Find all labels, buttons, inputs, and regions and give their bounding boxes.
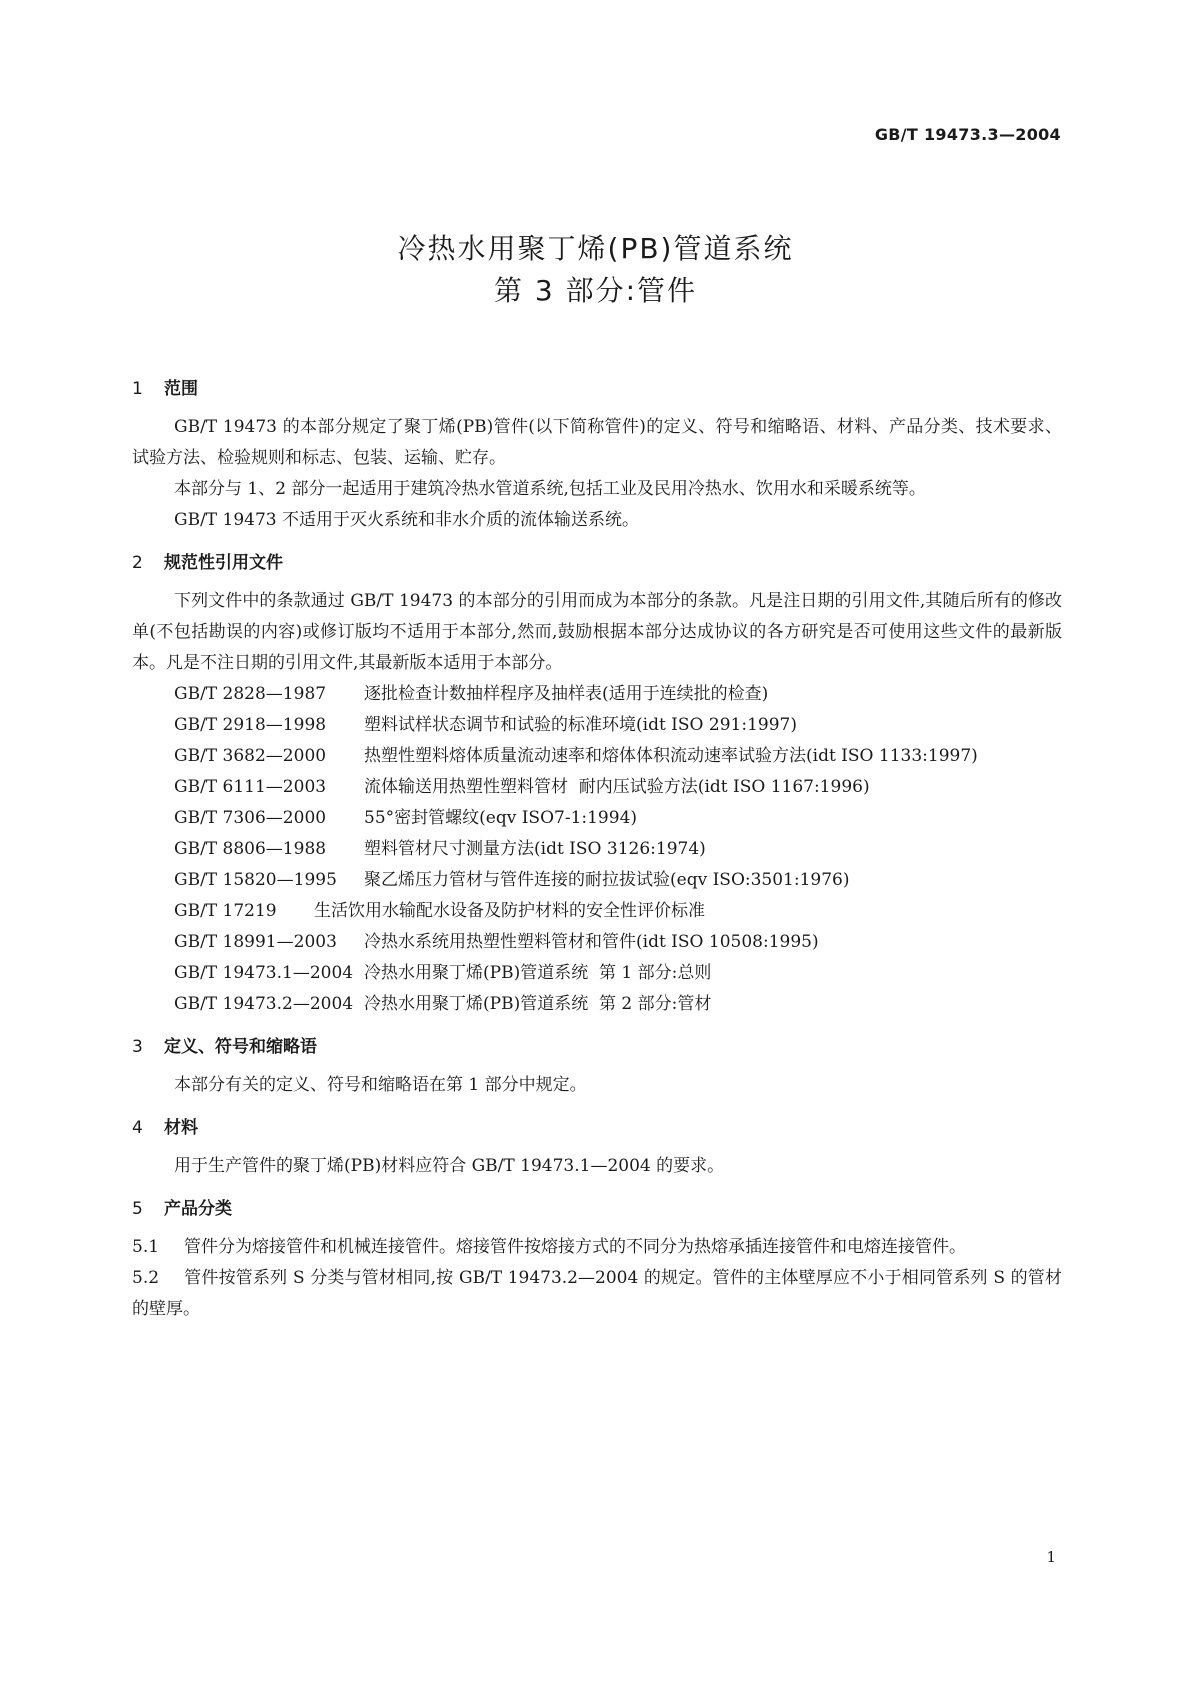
reference-title: 冷热水用聚丁烯(PB)管道系统 第 2 部分:管材 (364, 994, 712, 1014)
section-heading-normative-references (132, 548, 1062, 578)
reference-code: GB/T 17219 (174, 901, 277, 921)
reference-item (132, 865, 1062, 896)
title-line-1: 冷热水用聚丁烯(PB)管道系统 (397, 232, 794, 265)
reference-item (132, 834, 1062, 865)
title-line-2: 第 3 部分:管件 (493, 274, 698, 307)
reference-title: 55°密封管螺纹(eqv ISO7-1:1994) (364, 808, 638, 828)
reference-title: 生活饮用水输配水设备及防护材料的安全性评价标准 (314, 901, 705, 921)
paragraph: GB/T 19473 的本部分规定了聚丁烯(PB)管件(以下简称管件)的定义、符号和缩略语、材料、产品分类、技术要求、试验方法、检验规则和标志、包装、运输、贮存。 (132, 417, 1062, 468)
reference-code: GB/T 19473.1—2004 (174, 963, 354, 983)
reference-item (132, 989, 1062, 1020)
paragraph: GB/T 19473 不适用于灭火系统和非水介质的流体输送系统。 (174, 510, 640, 530)
paragraph: 本部分有关的定义、符号和缩略语在第 1 部分中规定。 (174, 1075, 587, 1095)
clause-number: 5.2 (132, 1268, 160, 1288)
reference-title: 流体输送用热塑性塑料管材 耐内压试验方法(idt ISO 1167:1996) (364, 777, 870, 797)
reference-title: 聚乙烯压力管材与管件连接的耐拉拔试验(eqv ISO:3501:1976) (364, 870, 850, 890)
section-heading-definitions (132, 1032, 1062, 1062)
reference-item (132, 710, 1062, 741)
reference-item (132, 803, 1062, 834)
reference-item (132, 958, 1062, 989)
section-heading-classification (132, 1194, 1062, 1224)
section-number: 4 (132, 1118, 143, 1138)
section-heading-scope (132, 374, 1062, 404)
document-body (132, 374, 1062, 1325)
section-number: 3 (132, 1037, 143, 1057)
section-title: 范围 (164, 379, 198, 399)
reference-title: 塑料管材尺寸测量方法(idt ISO 3126:1974) (364, 839, 706, 859)
paragraph: 用于生产管件的聚丁烯(PB)材料应符合 GB/T 19473.1—2004 的要求。 (174, 1156, 725, 1176)
reference-title: 塑料试样状态调节和试验的标准环境(idt ISO 291:1997) (364, 715, 797, 735)
clause (132, 1232, 1062, 1263)
paragraph: 本部分与 1、2 部分一起适用于建筑冷热水管道系统,包括工业及民用冷热水、饮用水和采暖系统等。 (174, 479, 926, 499)
clause (132, 1263, 1062, 1325)
reference-title: 逐批检查计数抽样程序及抽样表(适用于连续批的检查) (364, 684, 769, 704)
reference-title: 冷热水用聚丁烯(PB)管道系统 第 1 部分:总则 (364, 963, 712, 983)
reference-item (132, 927, 1062, 958)
reference-title: 热塑性塑料熔体质量流动速率和熔体体积流动速率试验方法(idt ISO 1133:1997) (364, 746, 978, 766)
section-title: 材料 (164, 1118, 198, 1138)
clause-text: 管件分为熔接管件和机械连接管件。熔接管件按熔接方式的不同分为热熔承插连接管件和电熔连接管件。 (184, 1237, 966, 1257)
section-number: 1 (132, 379, 143, 399)
reference-code: GB/T 19473.2—2004 (174, 994, 354, 1014)
document-title (0, 228, 1191, 312)
reference-code: GB/T 8806—1988 (174, 839, 327, 859)
reference-code: GB/T 3682—2000 (174, 746, 327, 766)
section-number: 2 (132, 553, 143, 573)
section-title: 产品分类 (164, 1199, 232, 1219)
reference-item (132, 679, 1062, 710)
reference-code: GB/T 7306—2000 (174, 808, 327, 828)
reference-code: GB/T 18991—2003 (174, 932, 337, 952)
clause-text: 管件按管系列 S 分类与管材相同,按 GB/T 19473.2—2004 的规定。管件的主体壁厚应不小于相同管系列 S 的管材的壁厚。 (132, 1268, 1062, 1319)
section-number: 5 (132, 1199, 143, 1219)
reference-code: GB/T 2918—1998 (174, 715, 327, 735)
reference-item (132, 741, 1062, 772)
page-number: 1 (1046, 1548, 1056, 1566)
section-title: 定义、符号和缩略语 (164, 1037, 317, 1057)
section-title: 规范性引用文件 (164, 553, 283, 573)
section-heading-materials (132, 1113, 1062, 1143)
standard-code: GB/T 19473.3—2004 (874, 125, 1061, 144)
reference-item (132, 896, 1062, 927)
reference-code: GB/T 15820—1995 (174, 870, 337, 890)
reference-code: GB/T 6111—2003 (174, 777, 327, 797)
paragraph: 下列文件中的条款通过 GB/T 19473 的本部分的引用而成为本部分的条款。凡是注日期的引用文件,其随后所有的修改单(不包括勘误的内容)或修订版均不适用于本部分,然而,鼓励根据本部分达成协议的各方研究是否可使用这些文件的最新版本。凡是不注日期的引用文件,其最新版本适用于本部分。 (132, 591, 1062, 673)
reference-code: GB/T 2828—1987 (174, 684, 327, 704)
clause-number: 5.1 (132, 1237, 160, 1257)
reference-title: 冷热水系统用热塑性塑料管材和管件(idt ISO 10508:1995) (364, 932, 819, 952)
reference-item (132, 772, 1062, 803)
